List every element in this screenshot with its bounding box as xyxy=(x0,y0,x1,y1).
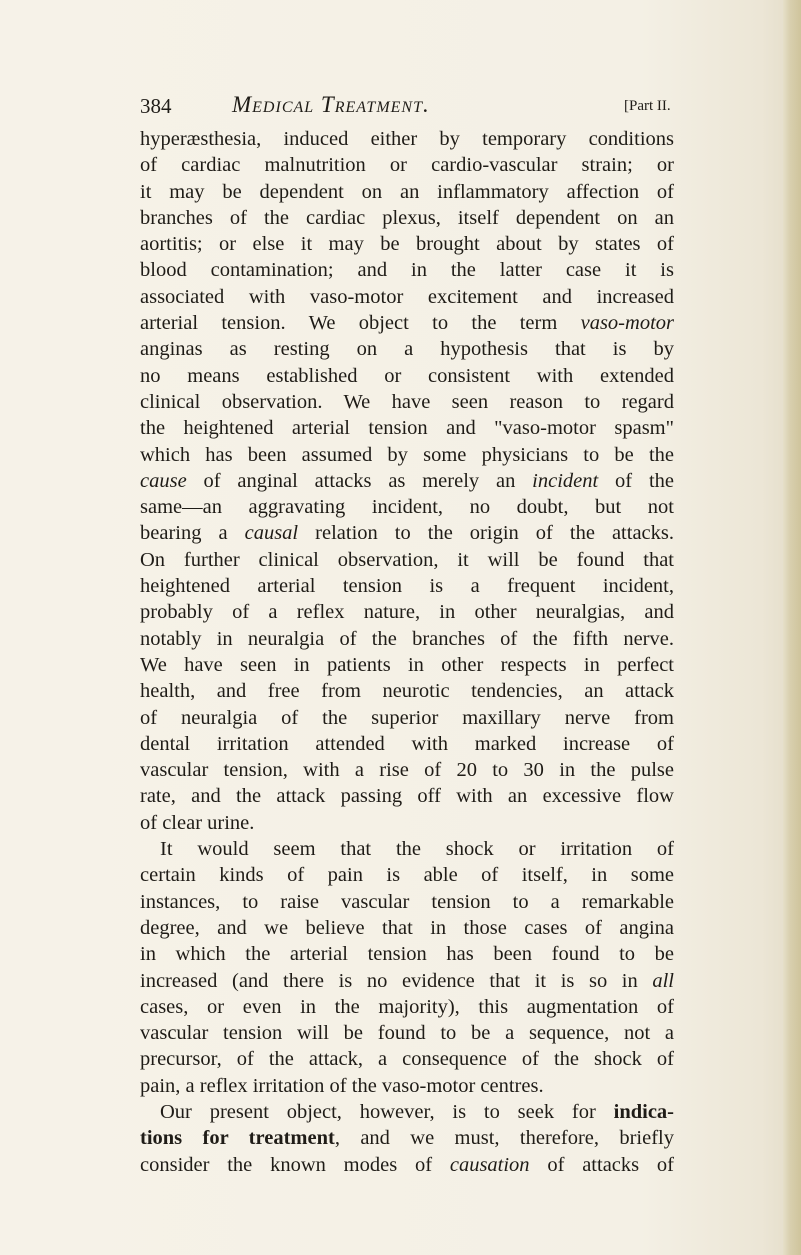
text-line xyxy=(140,652,674,678)
text-line xyxy=(140,231,674,257)
text-line xyxy=(140,705,674,731)
text-line xyxy=(140,257,674,283)
text-span: same—an aggravating incident, no doubt, but not xyxy=(140,496,674,519)
text-line xyxy=(140,468,674,494)
text-span: arterial tension. We object to the term xyxy=(140,312,581,335)
text-span: notably in neuralgia of the branches of the fifth nerve. xyxy=(140,627,674,650)
text-line xyxy=(140,573,674,599)
text-span: branches of the cardiac plexus, itself dependent on an xyxy=(140,206,674,229)
text-span: health, and free from neurotic tendencies, an attack xyxy=(140,680,674,703)
text-line xyxy=(140,126,674,152)
text-span: vascular tension will be found to be a sequence, not a xyxy=(140,1022,674,1045)
text-span: increased (and there is no evidence that it is so in xyxy=(140,969,653,992)
text-span: of neuralgia of the superior maxillary nerve from xyxy=(140,706,674,729)
text-span: of anginal attacks as merely an xyxy=(186,469,533,492)
text-span: hyperæsthesia, induced either by temporary conditions xyxy=(140,128,674,150)
text-span: of cardiac malnutrition or cardio-vascular strain; or xyxy=(140,154,674,177)
text-span: degree, and we believe that in those cases of angina xyxy=(140,916,674,939)
text-line xyxy=(140,547,674,573)
text-span: blood contamination; and in the latter case it is xyxy=(140,259,674,282)
text-line xyxy=(140,415,674,441)
text-span: of clear urine. xyxy=(140,811,255,834)
text-line xyxy=(140,205,674,231)
text-line xyxy=(140,310,674,336)
text-line xyxy=(140,1125,674,1151)
running-header xyxy=(140,94,680,124)
text-line xyxy=(140,1046,674,1072)
text-span: instances, to raise vascular tension to a remarkable xyxy=(140,890,674,913)
text-span: , and we must, therefore, briefly xyxy=(334,1127,674,1150)
text-span: it may be dependent on an inflammatory affection of xyxy=(140,180,674,203)
text-span: anginas as resting on a hypothesis that is by xyxy=(140,338,674,361)
text-span: probably of a reflex nature, in other neuralgias, and xyxy=(140,601,674,624)
text-line xyxy=(140,810,674,836)
text-line xyxy=(140,599,674,625)
text-span: in which the arterial tension has been found to be xyxy=(140,943,674,966)
text-line xyxy=(140,757,674,783)
text-span: On further clinical observation, it will be found that xyxy=(140,548,674,571)
running-title: Medical Treatment. xyxy=(232,92,430,117)
text-line xyxy=(140,1073,674,1099)
text-line xyxy=(140,494,674,520)
text-line xyxy=(140,1020,674,1046)
text-span: dental irritation attended with marked increase of xyxy=(140,732,674,755)
bold-span: indica- xyxy=(613,1100,674,1123)
text-line xyxy=(140,889,674,915)
page-number: 384 xyxy=(140,94,172,118)
text-line xyxy=(140,363,674,389)
text-span: heightened arterial tension is a frequent incident, xyxy=(140,575,674,598)
italic-span: all xyxy=(652,969,674,992)
text-line xyxy=(140,152,674,178)
text-line xyxy=(140,336,674,362)
bold-span: tions for treatment xyxy=(140,1127,335,1150)
text-span: cases, or even in the majority), this augmentation of xyxy=(140,995,674,1018)
italic-span: causation xyxy=(449,1153,530,1176)
text-span: of attacks of xyxy=(529,1153,674,1176)
text-line xyxy=(140,284,674,310)
text-line xyxy=(140,915,674,941)
text-span: rate, and the attack passing off with an excessive flow xyxy=(140,785,674,808)
text-line xyxy=(140,442,674,468)
text-span: consider the known modes of xyxy=(140,1153,450,1176)
text-span: aortitis; or else it may be brought about by states of xyxy=(140,233,674,256)
text-span: precursor, of the attack, a consequence of the shock of xyxy=(140,1048,674,1071)
text-line xyxy=(140,731,674,757)
text-span: the heightened arterial tension and "vaso-motor spasm" xyxy=(140,417,674,440)
text-line xyxy=(140,1152,674,1178)
body-text xyxy=(140,126,674,1178)
text-span: vascular tension, with a rise of 20 to 30 in the pulse xyxy=(140,759,674,782)
text-line xyxy=(140,626,674,652)
text-line xyxy=(140,520,674,546)
text-span: It would seem that the shock or irritation of xyxy=(160,838,674,861)
text-span: clinical observation. We have seen reason to regard xyxy=(140,390,674,413)
text-line xyxy=(140,941,674,967)
text-line xyxy=(140,389,674,415)
text-line xyxy=(140,783,674,809)
part-label: [Part II. xyxy=(624,98,671,114)
text-span: which has been assumed by some physicians to be the xyxy=(140,443,674,466)
text-line xyxy=(140,862,674,888)
text-line xyxy=(140,678,674,704)
text-line xyxy=(140,994,674,1020)
page-edge xyxy=(783,0,801,1255)
text-span: relation to the origin of the attacks. xyxy=(298,522,674,545)
text-line xyxy=(140,968,674,994)
text-span: We have seen in patients in other respects in perfect xyxy=(140,653,674,676)
text-span: no means established or consistent with extended xyxy=(140,364,674,387)
text-span: Our present object, however, is to seek for xyxy=(160,1100,614,1123)
paragraph-start-line xyxy=(140,1099,674,1125)
text-span: associated with vaso-motor excitement and increased xyxy=(140,285,674,308)
paragraph-start-line xyxy=(140,836,674,862)
italic-span: incident xyxy=(532,469,599,492)
text-span: pain, a reflex irritation of the vaso-motor centres. xyxy=(140,1074,544,1097)
text-span: of the xyxy=(598,469,674,492)
text-span: certain kinds of pain is able of itself, in some xyxy=(140,864,674,887)
text-line xyxy=(140,179,674,205)
italic-span: vaso-motor xyxy=(580,312,674,335)
italic-span: cause xyxy=(140,469,187,492)
italic-span: causal xyxy=(244,522,299,545)
text-span: bearing a xyxy=(140,522,245,545)
